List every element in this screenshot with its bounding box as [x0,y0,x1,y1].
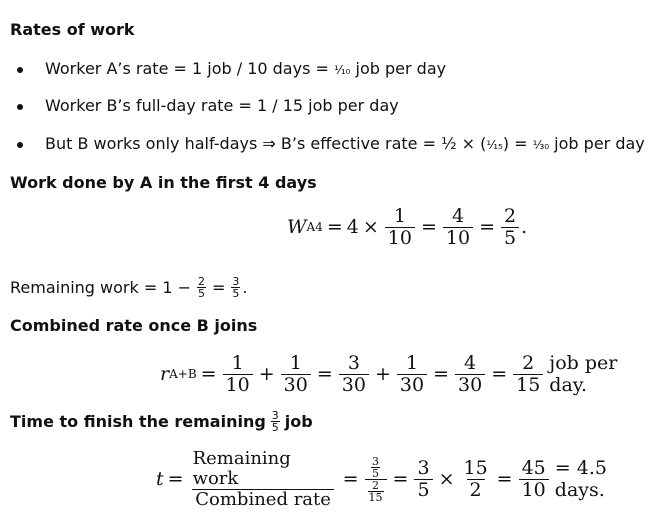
fraction: $\frac{1}{30}$ [397,353,427,396]
bullet-worker-a [45,59,446,78]
fraction: 3 5 [271,409,279,434]
fraction: $\frac{2}{5}$ [501,206,519,249]
heading-rates: Rates of work [10,20,135,39]
fraction: $\frac{15}{2}$ [463,456,488,501]
nested-fraction: $\frac{\frac{3}{5}}{\frac{2}{15}}$ [365,456,387,503]
rate-suffix: job per day. [549,352,618,396]
bullet-text: Worker A’s rate = 1 job / 10 days = [45,59,334,78]
equation-work-a: W A4 = 4 × $\frac{1}{10}$ = $\frac{4}{10}$ = $\frac{2}{5}$ . [287,205,528,249]
math-subscript: A4 [306,220,323,235]
bullet-text: Worker B’s full-day rate = 1 / 15 job per day [45,96,399,115]
equation-combined-rate: r A+B = $\frac{1}{10}$ + $\frac{1}{30}$ = $\frac{3}{30}$ + $\frac{1}{30}$ = $\frac{4}{30}$ = $\frac{2}{15}$ job per day. [160,352,657,396]
bullet-worker-b [45,96,399,115]
heading-time-suffix: job [284,412,313,431]
equation-time: t = $\frac{\text{Remaining work}}{\text{Combined rate}}$ = $\frac{\frac{3}{5}}{\frac{2}{15}}$ = $\frac{3}{5}$ × $\frac{15}{2}$ = $\frac{45}{10}$ = 4.5 days. [156,449,657,509]
fraction: $\frac{2}{15}$ [513,353,543,396]
math-var: t [156,468,164,491]
fraction-text: ¹⁄₁₅ [486,138,503,152]
math-var: r [160,363,170,385]
bullet-marker [17,142,23,148]
math-var: W [287,216,307,239]
fraction: $\frac{1}{30}$ [281,353,311,396]
bullet-text: ) = [502,134,533,153]
fraction: $\frac{3}{30}$ [339,353,369,396]
math-number: 4 [346,216,359,239]
fraction: $\frac{45}{10}$ [519,458,549,501]
fraction-text: ¹⁄₃₀ [532,138,550,152]
fraction: $\frac{3}{5}$ [232,275,240,300]
bullet-b-effective [45,134,645,153]
bullet-text: job per day [549,134,645,153]
fraction: $\frac{1}{10}$ [385,206,415,249]
fraction: $\frac{1}{10}$ [223,353,253,396]
bullet-text: But B works only half-days ⇒ B’s effective rate = ½ × ( [45,134,487,153]
fraction: $\frac{4}{10}$ [443,206,473,249]
remaining-work-line: Remaining work = 1 − $\frac{2}{5}$ = $\frac{3}{5}$ . [10,275,248,300]
heading-time [10,410,313,433]
heading-combined-rate: Combined rate once B joins [10,316,258,335]
bullet-marker [17,67,23,73]
heading-work-done: Work done by A in the first 4 days [10,173,317,192]
fraction: $\frac{2}{5}$ [198,275,206,300]
remaining-text: Remaining work = 1 − [10,278,192,297]
fraction: $\frac{3}{5}$ [414,458,432,501]
heading-time-prefix: Time to finish the remaining [10,412,266,431]
math-subscript: A+B [169,367,197,381]
fraction-text: ¹⁄₁₀ [334,63,351,77]
fraction: $\frac{4}{30}$ [455,353,485,396]
bullet-marker [17,104,23,110]
bullet-text: job per day [350,59,447,78]
fraction-words: $\frac{\text{Remaining work}}{\text{Combined rate}}$ [190,449,337,509]
time-result: = 4.5 days. [554,457,607,502]
